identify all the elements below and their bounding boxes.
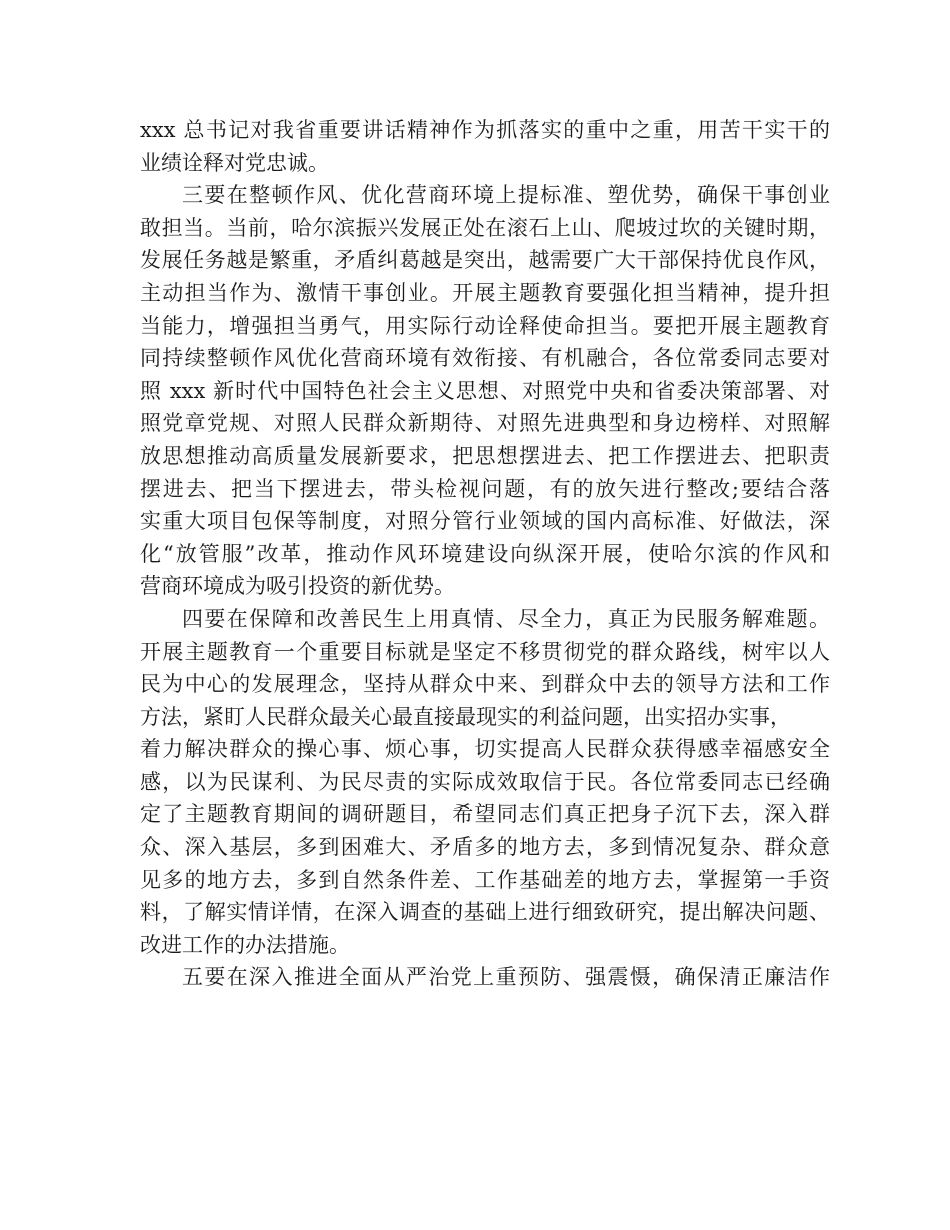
text-line: 放思想推动高质量发展新要求，把思想摆进去、把工作摆进去、把职责 xyxy=(140,443,830,468)
text-line: 照 xxx 新时代中国特色社会主义思想、对照党中央和省委决策部署、对 xyxy=(140,378,830,403)
text-line: 发展任务越是繁重，矛盾纠葛越是突出，越需要广大干部保持优良作风， xyxy=(140,248,830,273)
text-line: 四要在保障和改善民生上用真情、尽全力，真正为民服务解难题。 xyxy=(182,606,830,631)
paragraph-fifth-requirement xyxy=(140,961,830,994)
paragraph-continuation xyxy=(140,114,830,179)
text-line: 当能力，增强担当勇气，用实际行动诠释使命担当。要把开展主题教育 xyxy=(140,313,830,338)
text-line: 众、深入基层，多到困难大、矛盾多的地方去，多到情况复杂、群众意 xyxy=(140,835,830,860)
text-line: 五要在深入推进全面从严治党上重预防、强震慑，确保清正廉洁作 xyxy=(182,965,830,990)
text-line: 料，了解实情详情，在深入调查的基础上进行细致研究，提出解决问题、 xyxy=(140,900,830,925)
text-line: 着力解决群众的操心事、烦心事，切实提高人民群众获得感幸福感安全 xyxy=(140,737,830,762)
text-line: 方法，紧盯人民群众最关心最直接最现实的利益问题，出实招办实事， xyxy=(140,704,791,729)
text-line: 主动担当作为、激情干事创业。开展主题教育要强化担当精神，提升担 xyxy=(140,280,830,305)
text-line: 营商环境成为吸引投资的新优势。 xyxy=(140,574,455,599)
text-line: 见多的地方去，多到自然条件差、工作基础差的地方去，掌握第一手资 xyxy=(140,867,830,892)
text-line: xxx 总书记对我省重要讲话精神作为抓落实的重中之重，用苦干实干的 xyxy=(140,118,830,142)
text-line: 敢担当。当前，哈尔滨振兴发展正处在滚石上山、爬坡过坎的关键时期， xyxy=(140,215,830,240)
text-line: 业绩诠释对党忠诚。 xyxy=(140,150,329,175)
text-line: 开展主题教育一个重要目标就是坚定不移贯彻党的群众路线，树牢以人 xyxy=(140,639,830,664)
text-line: 三要在整顿作风、优化营商环境上提标准、塑优势，确保干事创业 xyxy=(182,183,830,208)
text-line: 定了主题教育期间的调研题目，希望同志们真正把身子沉下去，深入群 xyxy=(140,802,830,827)
text-line: 实重大项目包保等制度，对照分管行业领域的国内高标准、好做法，深 xyxy=(140,509,830,534)
text-line: 照党章党规、对照人民群众新期待、对照先进典型和身边榜样、对照解 xyxy=(140,411,830,436)
paragraph-third-requirement xyxy=(140,179,830,603)
body-text xyxy=(140,114,830,994)
text-line: 改进工作的办法措施。 xyxy=(140,932,350,957)
text-line: 民为中心的发展理念，坚持从群众中来、到群众中去的领导方法和工作 xyxy=(140,672,830,697)
text-line: 感，以为民谋利、为民尽责的实际成效取信于民。各位常委同志已经确 xyxy=(140,769,830,794)
text-line: 同持续整顿作风优化营商环境有效衔接、有机融合，各位常委同志要对 xyxy=(140,346,830,371)
text-line: 化“放管服”改革，推动作风环境建设向纵深开展，使哈尔滨的作风和 xyxy=(140,541,830,566)
text-line: 摆进去、把当下摆进去，带头检视问题，有的放矢进行整改;要结合落 xyxy=(140,476,830,501)
paragraph-fourth-requirement xyxy=(140,603,830,962)
